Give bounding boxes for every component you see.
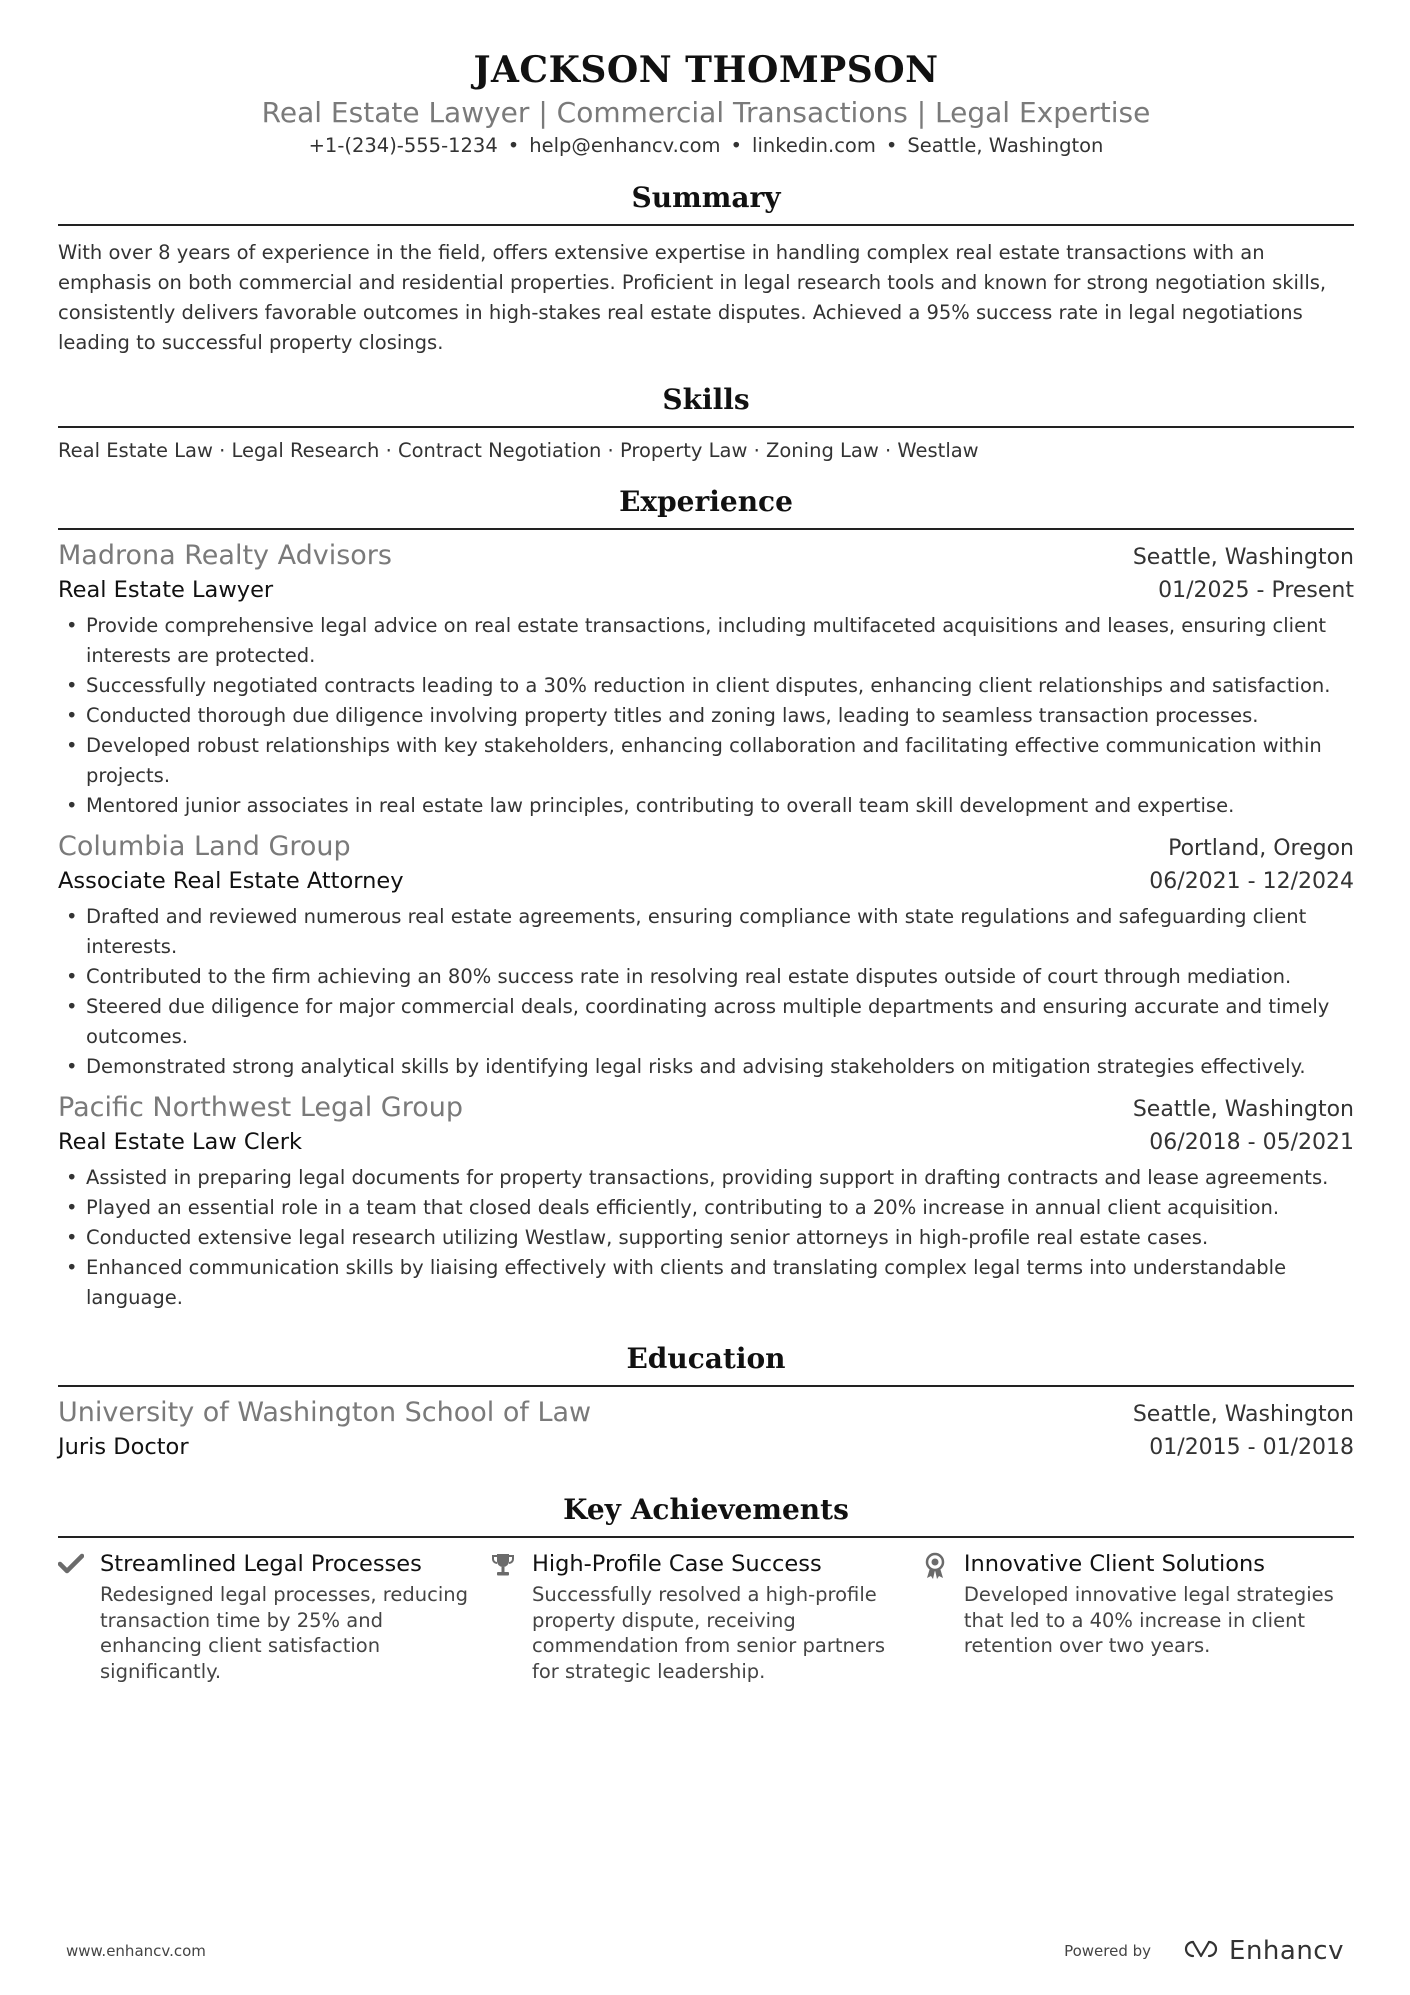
achievement-item (58, 1548, 490, 1684)
bullet-item: • Assisted in preparing legal documents for property transactions, providing support in drafting contracts and lease agreements. (58, 1163, 1354, 1193)
powered-by-label: Powered by (1064, 1942, 1152, 1960)
separator-dot: • (885, 134, 898, 157)
job-bullets (58, 1163, 1354, 1313)
bullet-item: • Successfully negotiated contracts leading to a 30% reduction in client disputes, enhancing client relationships and satisfaction. (58, 671, 1354, 701)
achievements-grid (58, 1548, 1354, 1684)
school-name: University of Washington School of Law (58, 1397, 592, 1428)
bullet-item: • Developed robust relationships with key stakeholders, enhancing collaboration and facilitating effective communication within projects. (58, 731, 1354, 791)
section-title-summary: Summary (631, 181, 781, 214)
bullet-item: • Steered due diligence for major commercial deals, coordinating across multiple departments and ensuring accurate and timely outcomes. (58, 992, 1354, 1052)
checkmark-icon (58, 1548, 100, 1684)
brand-name[interactable]: Enhancv (1229, 1936, 1344, 1966)
job-location: Portland, Oregon (1168, 836, 1354, 861)
job-dates: 06/2021 - 12/2024 (1149, 869, 1354, 894)
linkedin-link[interactable]: linkedin.com (752, 134, 876, 157)
section-title-education: Education (626, 1342, 786, 1375)
header (58, 48, 1354, 160)
section-divider (58, 528, 1354, 530)
enhancv-logo-icon (1179, 1938, 1223, 1964)
experience-section (58, 482, 1354, 1313)
brand-block (1064, 1936, 1344, 1966)
achievement-item (490, 1548, 922, 1684)
resume-page (58, 48, 1354, 1684)
separator-dot: • (507, 134, 520, 157)
bullet-item: • Enhanced communication skills by liaising effectively with clients and translating complex legal terms into understandable language. (58, 1253, 1354, 1313)
job-bullets (58, 902, 1354, 1082)
achievement-item (922, 1548, 1354, 1684)
bullet-item: • Conducted extensive legal research utilizing Westlaw, supporting senior attorneys in high-profile real estate cases. (58, 1223, 1354, 1253)
bullet-item: • Played an essential role in a team that closed deals efficiently, contributing to a 20% increase in annual client acquisition. (58, 1193, 1354, 1223)
achievement-description: Developed innovative legal strategies that led to a 40% increase in client retention over two years. (963, 1583, 1334, 1657)
trophy-icon (490, 1548, 532, 1684)
award-ribbon-icon (922, 1548, 964, 1684)
job-entry (58, 538, 1354, 821)
achievements-section (58, 1490, 1354, 1684)
job-dates: 06/2018 - 05/2021 (1149, 1130, 1354, 1155)
separator-dot: • (730, 134, 743, 157)
job-entry (58, 829, 1354, 1082)
education-entry (58, 1395, 1354, 1464)
section-title-skills: Skills (662, 383, 750, 416)
job-title: Real Estate Law Clerk (58, 1129, 302, 1155)
achievement-title: Streamlined Legal Processes (100, 1551, 422, 1577)
degree: Juris Doctor (58, 1434, 189, 1460)
location: Seattle, Washington (907, 134, 1104, 157)
job-dates: 01/2025 - Present (1158, 578, 1354, 603)
education-section (58, 1339, 1354, 1464)
section-title-achievements: Key Achievements (563, 1493, 849, 1526)
job-location: Seattle, Washington (1132, 1097, 1354, 1122)
bullet-item: • Conducted thorough due diligence involving property titles and zoning laws, leading to seamless transaction processes. (58, 701, 1354, 731)
section-title-experience: Experience (619, 485, 793, 518)
bullet-item: • Contributed to the firm achieving an 80% success rate in resolving real estate disputes outside of court through mediation. (58, 962, 1354, 992)
company-name: Madrona Realty Advisors (58, 540, 392, 571)
footer (66, 1936, 1344, 1966)
school-location: Seattle, Washington (1132, 1402, 1354, 1427)
job-bullets (58, 611, 1354, 821)
company-name: Pacific Northwest Legal Group (58, 1092, 463, 1123)
section-divider (58, 1536, 1354, 1538)
achievement-title: Innovative Client Solutions (963, 1551, 1265, 1577)
job-title: Associate Real Estate Attorney (58, 868, 404, 894)
achievement-title: High-Profile Case Success (531, 1551, 822, 1577)
section-divider (58, 426, 1354, 428)
phone: +1-(234)-555-1234 (308, 134, 498, 157)
summary-text: With over 8 years of experience in the field, offers extensive expertise in handling complex real estate transactions with an emphasis on both commercial and residential properties. Proficient in legal research tools and known for strong negotiation skills, consistently delivers favorable outcomes in high-stakes real estate disputes. Achieved a 95% success rate in legal negotiations leading to successful property closings. (58, 241, 1327, 354)
contact-line (58, 132, 1354, 160)
achievement-description: Successfully resolved a high-profile property dispute, receiving commendation from senior partners for strategic leadership. (531, 1583, 886, 1683)
job-entry (58, 1090, 1354, 1313)
education-dates: 01/2015 - 01/2018 (1149, 1435, 1354, 1460)
footer-website-link[interactable]: www.enhancv.com (66, 1942, 206, 1960)
section-divider (58, 1385, 1354, 1387)
headline: Real Estate Lawyer | Commercial Transactions | Legal Expertise (261, 96, 1151, 129)
bullet-item: • Provide comprehensive legal advice on real estate transactions, including multifaceted acquisitions and leases, ensuring client interests are protected. (58, 611, 1354, 671)
job-title: Real Estate Lawyer (58, 577, 274, 603)
email-link[interactable]: help@enhancv.com (529, 134, 721, 157)
summary-section (58, 178, 1354, 358)
job-location: Seattle, Washington (1132, 545, 1354, 570)
candidate-name: JACKSON THOMPSON (473, 49, 939, 91)
section-divider (58, 224, 1354, 226)
company-name: Columbia Land Group (58, 831, 351, 862)
bullet-item: • Mentored junior associates in real estate law principles, contributing to overall team skill development and expertise. (58, 791, 1354, 821)
bullet-item: • Drafted and reviewed numerous real estate agreements, ensuring compliance with state regulations and safeguarding client interests. (58, 902, 1354, 962)
skills-list: Real Estate Law · Legal Research · Contract Negotiation · Property Law · Zoning Law · Westlaw (58, 439, 979, 462)
skills-section (58, 380, 1354, 466)
achievement-description: Redesigned legal processes, reducing transaction time by 25% and enhancing client satisfaction significantly. (100, 1583, 468, 1683)
bullet-item: • Demonstrated strong analytical skills by identifying legal risks and advising stakeholders on mitigation strategies effectively. (58, 1052, 1354, 1082)
